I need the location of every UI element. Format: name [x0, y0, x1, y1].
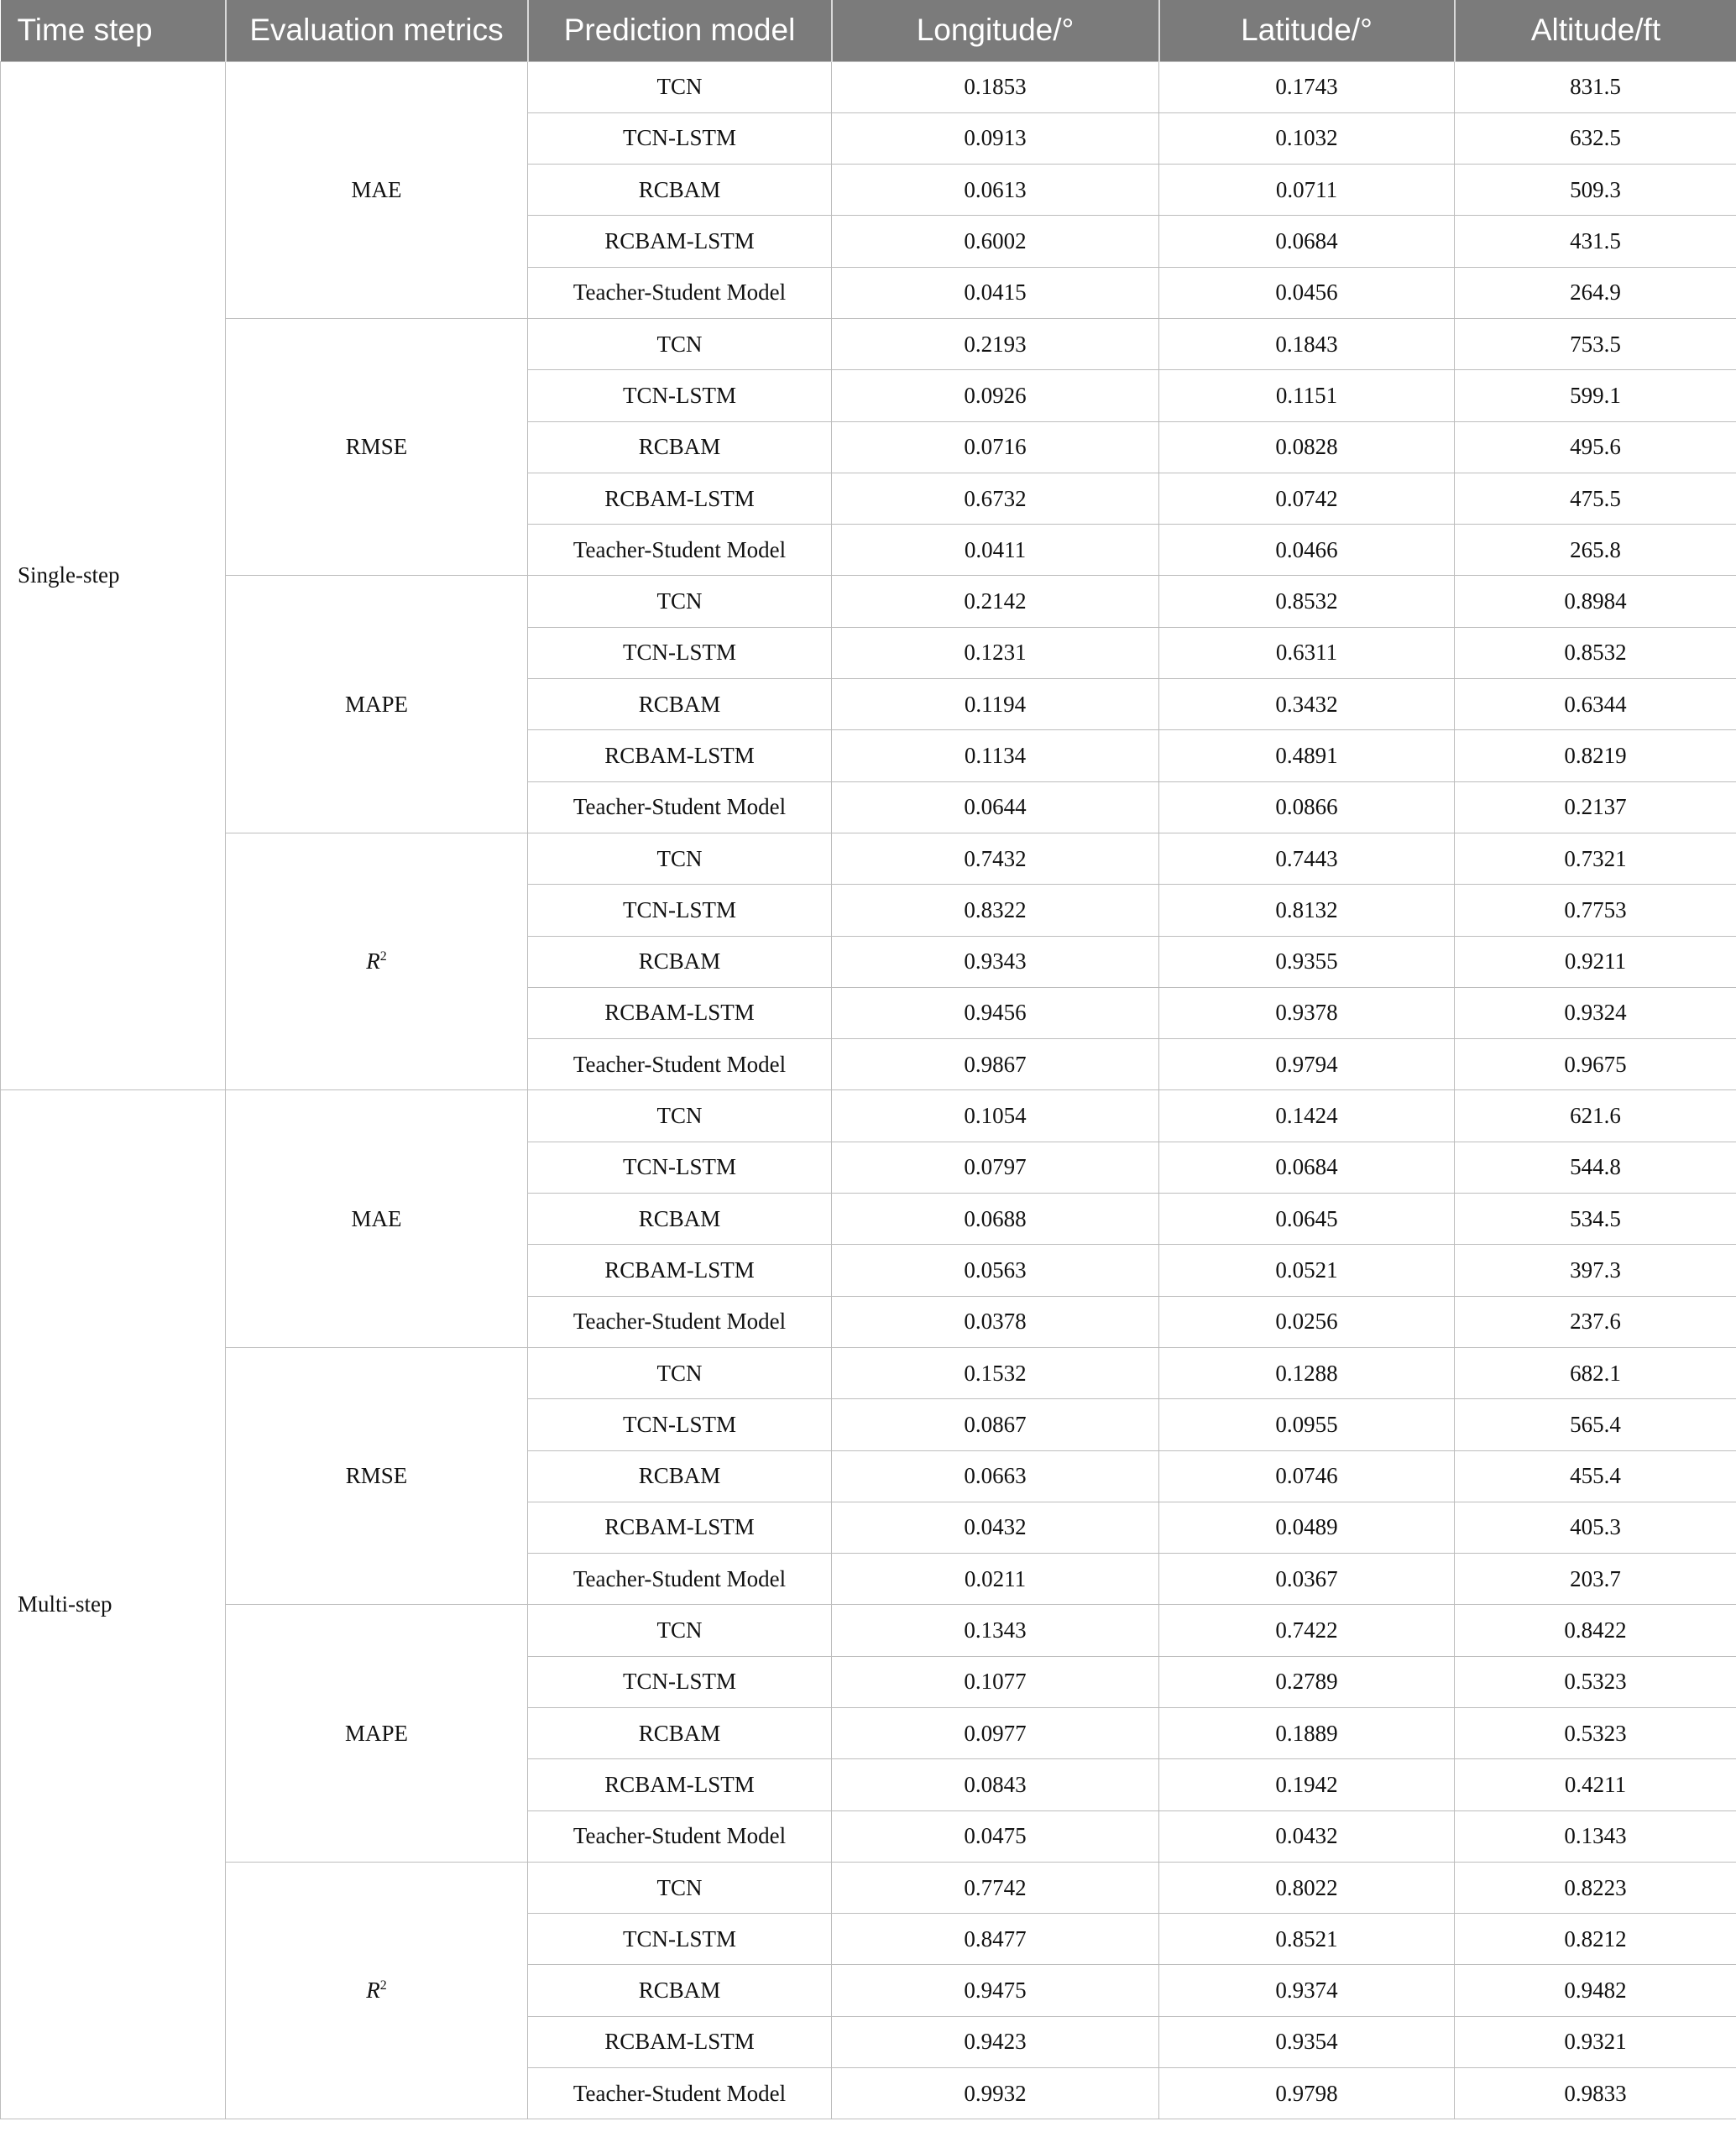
model-cell: TCN-LSTM — [528, 1914, 832, 1965]
longitude-cell: 0.9867 — [832, 1039, 1159, 1090]
longitude-cell: 0.9423 — [832, 2016, 1159, 2067]
altitude-cell: 0.2137 — [1455, 781, 1736, 833]
latitude-cell: 0.0367 — [1159, 1554, 1455, 1605]
latitude-cell: 0.8532 — [1159, 576, 1455, 627]
model-cell: RCBAM-LSTM — [528, 1759, 832, 1810]
model-cell: Teacher-Student Model — [528, 1039, 832, 1090]
latitude-cell: 0.6311 — [1159, 627, 1455, 678]
metric-label — [366, 1978, 387, 2003]
latitude-cell: 0.0711 — [1159, 165, 1455, 216]
metric-label — [366, 948, 387, 974]
longitude-cell: 0.0644 — [832, 781, 1159, 833]
altitude-cell: 621.6 — [1455, 1090, 1736, 1142]
table-row — [1, 61, 1736, 112]
latitude-cell: 0.1889 — [1159, 1708, 1455, 1759]
latitude-cell: 0.9374 — [1159, 1965, 1455, 2016]
header-row — [1, 0, 1736, 61]
altitude-cell: 0.8223 — [1455, 1862, 1736, 1913]
model-cell: Teacher-Student Model — [528, 525, 832, 576]
latitude-cell: 0.0521 — [1159, 1245, 1455, 1296]
longitude-cell: 0.1134 — [832, 730, 1159, 781]
model-cell: RCBAM-LSTM — [528, 987, 832, 1038]
altitude-cell: 0.9324 — [1455, 987, 1736, 1038]
header-longitude: Longitude/° — [832, 0, 1159, 61]
model-cell: TCN — [528, 61, 832, 112]
latitude-cell: 0.0489 — [1159, 1502, 1455, 1553]
altitude-cell: 264.9 — [1455, 267, 1736, 318]
table-row — [1, 1862, 1736, 1913]
longitude-cell: 0.1231 — [832, 627, 1159, 678]
latitude-cell: 0.9354 — [1159, 2016, 1455, 2067]
longitude-cell: 0.8322 — [832, 885, 1159, 936]
longitude-cell: 0.0415 — [832, 267, 1159, 318]
table-row — [1, 318, 1736, 369]
time-step-cell: Single-step — [1, 61, 226, 1090]
metric-cell: MAPE — [226, 576, 528, 833]
altitude-cell: 0.4211 — [1455, 1759, 1736, 1810]
latitude-cell: 0.7422 — [1159, 1605, 1455, 1656]
header-altitude: Altitude/ft — [1455, 0, 1736, 61]
latitude-cell: 0.0866 — [1159, 781, 1455, 833]
altitude-cell: 0.7321 — [1455, 833, 1736, 884]
model-cell: Teacher-Student Model — [528, 1296, 832, 1347]
altitude-cell: 265.8 — [1455, 525, 1736, 576]
time-step-cell: Multi-step — [1, 1090, 226, 2119]
longitude-cell: 0.9343 — [832, 936, 1159, 987]
longitude-cell: 0.1532 — [832, 1347, 1159, 1398]
altitude-cell: 0.8422 — [1455, 1605, 1736, 1656]
latitude-cell: 0.0746 — [1159, 1450, 1455, 1502]
latitude-cell: 0.0256 — [1159, 1296, 1455, 1347]
longitude-cell: 0.8477 — [832, 1914, 1159, 1965]
latitude-cell: 0.9798 — [1159, 2068, 1455, 2119]
model-cell: RCBAM-LSTM — [528, 730, 832, 781]
model-cell: Teacher-Student Model — [528, 1810, 832, 1862]
altitude-cell: 0.8212 — [1455, 1914, 1736, 1965]
altitude-cell: 0.5323 — [1455, 1656, 1736, 1707]
metric-label-base: R — [366, 948, 380, 974]
longitude-cell: 0.0688 — [832, 1194, 1159, 1245]
longitude-cell: 0.6732 — [832, 473, 1159, 524]
altitude-cell: 0.9675 — [1455, 1039, 1736, 1090]
longitude-cell: 0.0926 — [832, 370, 1159, 421]
model-cell: Teacher-Student Model — [528, 781, 832, 833]
latitude-cell: 0.0684 — [1159, 216, 1455, 267]
longitude-cell: 0.0613 — [832, 165, 1159, 216]
metric-label-base: R — [366, 1978, 380, 2004]
table-row — [1, 833, 1736, 884]
model-cell: RCBAM — [528, 421, 832, 473]
model-cell: RCBAM-LSTM — [528, 1502, 832, 1553]
model-cell: RCBAM — [528, 679, 832, 730]
header-latitude: Latitude/° — [1159, 0, 1455, 61]
header-time-step: Time step — [1, 0, 226, 61]
altitude-cell: 0.1343 — [1455, 1810, 1736, 1862]
altitude-cell: 534.5 — [1455, 1194, 1736, 1245]
longitude-cell: 0.1853 — [832, 61, 1159, 112]
latitude-cell: 0.0466 — [1159, 525, 1455, 576]
header-prediction-model: Prediction model — [528, 0, 832, 61]
latitude-cell: 0.0432 — [1159, 1810, 1455, 1862]
longitude-cell: 0.9456 — [832, 987, 1159, 1038]
altitude-cell: 397.3 — [1455, 1245, 1736, 1296]
latitude-cell: 0.8022 — [1159, 1862, 1455, 1913]
model-cell: TCN-LSTM — [528, 112, 832, 164]
altitude-cell: 682.1 — [1455, 1347, 1736, 1398]
model-cell: RCBAM — [528, 1194, 832, 1245]
altitude-cell: 0.5323 — [1455, 1708, 1736, 1759]
model-cell: TCN — [528, 833, 832, 884]
longitude-cell: 0.0797 — [832, 1142, 1159, 1193]
model-cell: TCN-LSTM — [528, 1399, 832, 1450]
table-header — [1, 0, 1736, 61]
table-row — [1, 576, 1736, 627]
longitude-cell: 0.0432 — [832, 1502, 1159, 1553]
latitude-cell: 0.4891 — [1159, 730, 1455, 781]
latitude-cell: 0.0742 — [1159, 473, 1455, 524]
model-cell: TCN-LSTM — [528, 1656, 832, 1707]
longitude-cell: 0.0211 — [832, 1554, 1159, 1605]
model-cell: RCBAM-LSTM — [528, 473, 832, 524]
latitude-cell: 0.1032 — [1159, 112, 1455, 164]
metric-cell — [226, 1862, 528, 2119]
table-row — [1, 1605, 1736, 1656]
longitude-cell: 0.1054 — [832, 1090, 1159, 1142]
altitude-cell: 632.5 — [1455, 112, 1736, 164]
latitude-cell: 0.8132 — [1159, 885, 1455, 936]
model-cell: RCBAM — [528, 936, 832, 987]
model-cell: TCN-LSTM — [528, 885, 832, 936]
altitude-cell: 0.9482 — [1455, 1965, 1736, 2016]
longitude-cell: 0.1194 — [832, 679, 1159, 730]
longitude-cell: 0.2193 — [832, 318, 1159, 369]
metric-cell: RMSE — [226, 1347, 528, 1604]
latitude-cell: 0.3432 — [1159, 679, 1455, 730]
model-cell: TCN-LSTM — [528, 370, 832, 421]
altitude-cell: 237.6 — [1455, 1296, 1736, 1347]
latitude-cell: 0.2789 — [1159, 1656, 1455, 1707]
altitude-cell: 431.5 — [1455, 216, 1736, 267]
latitude-cell: 0.9794 — [1159, 1039, 1455, 1090]
model-cell: TCN — [528, 1862, 832, 1913]
model-cell: RCBAM — [528, 1450, 832, 1502]
latitude-cell: 0.0828 — [1159, 421, 1455, 473]
longitude-cell: 0.1077 — [832, 1656, 1159, 1707]
model-cell: RCBAM-LSTM — [528, 216, 832, 267]
altitude-cell: 405.3 — [1455, 1502, 1736, 1553]
longitude-cell: 0.0843 — [832, 1759, 1159, 1810]
model-cell: RCBAM — [528, 1965, 832, 2016]
longitude-cell: 0.7742 — [832, 1862, 1159, 1913]
latitude-cell: 0.0955 — [1159, 1399, 1455, 1450]
table-row — [1, 1347, 1736, 1398]
altitude-cell: 475.5 — [1455, 473, 1736, 524]
model-cell: TCN — [528, 1347, 832, 1398]
header-evaluation-metrics: Evaluation metrics — [226, 0, 528, 61]
altitude-cell: 0.8984 — [1455, 576, 1736, 627]
longitude-cell: 0.0378 — [832, 1296, 1159, 1347]
altitude-cell: 0.9211 — [1455, 936, 1736, 987]
latitude-cell: 0.1843 — [1159, 318, 1455, 369]
longitude-cell: 0.0411 — [832, 525, 1159, 576]
altitude-cell: 455.4 — [1455, 1450, 1736, 1502]
altitude-cell: 0.7753 — [1455, 885, 1736, 936]
altitude-cell: 599.1 — [1455, 370, 1736, 421]
metric-cell: MAE — [226, 1090, 528, 1347]
latitude-cell: 0.7443 — [1159, 833, 1455, 884]
metric-cell: RMSE — [226, 318, 528, 575]
model-cell: RCBAM-LSTM — [528, 2016, 832, 2067]
model-cell: TCN-LSTM — [528, 627, 832, 678]
longitude-cell: 0.9932 — [832, 2068, 1159, 2119]
altitude-cell: 0.9321 — [1455, 2016, 1736, 2067]
model-cell: RCBAM — [528, 165, 832, 216]
longitude-cell: 0.6002 — [832, 216, 1159, 267]
model-cell: Teacher-Student Model — [528, 2068, 832, 2119]
metric-cell — [226, 833, 528, 1089]
model-cell: Teacher-Student Model — [528, 1554, 832, 1605]
latitude-cell: 0.1942 — [1159, 1759, 1455, 1810]
altitude-cell: 0.8219 — [1455, 730, 1736, 781]
altitude-cell: 0.8532 — [1455, 627, 1736, 678]
model-cell: Teacher-Student Model — [528, 267, 832, 318]
latitude-cell: 0.8521 — [1159, 1914, 1455, 1965]
table-row — [1, 1090, 1736, 1142]
altitude-cell: 0.6344 — [1455, 679, 1736, 730]
longitude-cell: 0.0563 — [832, 1245, 1159, 1296]
latitude-cell: 0.0684 — [1159, 1142, 1455, 1193]
altitude-cell: 544.8 — [1455, 1142, 1736, 1193]
longitude-cell: 0.0977 — [832, 1708, 1159, 1759]
metric-cell: MAPE — [226, 1605, 528, 1862]
longitude-cell: 0.9475 — [832, 1965, 1159, 2016]
model-cell: TCN-LSTM — [528, 1142, 832, 1193]
altitude-cell: 753.5 — [1455, 318, 1736, 369]
model-cell: TCN — [528, 1605, 832, 1656]
model-cell: TCN — [528, 1090, 832, 1142]
model-cell: RCBAM-LSTM — [528, 1245, 832, 1296]
altitude-cell: 203.7 — [1455, 1554, 1736, 1605]
latitude-cell: 0.1743 — [1159, 61, 1455, 112]
latitude-cell: 0.0456 — [1159, 267, 1455, 318]
longitude-cell: 0.1343 — [832, 1605, 1159, 1656]
longitude-cell: 0.2142 — [832, 576, 1159, 627]
altitude-cell: 0.9833 — [1455, 2068, 1736, 2119]
latitude-cell: 0.1151 — [1159, 370, 1455, 421]
latitude-cell: 0.1424 — [1159, 1090, 1455, 1142]
altitude-cell: 495.6 — [1455, 421, 1736, 473]
metric-label-superscript: 2 — [379, 949, 387, 964]
latitude-cell: 0.9378 — [1159, 987, 1455, 1038]
model-cell: TCN — [528, 318, 832, 369]
altitude-cell: 565.4 — [1455, 1399, 1736, 1450]
metric-cell: MAE — [226, 61, 528, 318]
longitude-cell: 0.0475 — [832, 1810, 1159, 1862]
table-body — [1, 61, 1736, 2119]
longitude-cell: 0.0913 — [832, 112, 1159, 164]
altitude-cell: 509.3 — [1455, 165, 1736, 216]
longitude-cell: 0.0867 — [832, 1399, 1159, 1450]
latitude-cell: 0.0645 — [1159, 1194, 1455, 1245]
model-cell: RCBAM — [528, 1708, 832, 1759]
model-cell: TCN — [528, 576, 832, 627]
longitude-cell: 0.0716 — [832, 421, 1159, 473]
latitude-cell: 0.1288 — [1159, 1347, 1455, 1398]
altitude-cell: 831.5 — [1455, 61, 1736, 112]
longitude-cell: 0.7432 — [832, 833, 1159, 884]
latitude-cell: 0.9355 — [1159, 936, 1455, 987]
longitude-cell: 0.0663 — [832, 1450, 1159, 1502]
metric-label-superscript: 2 — [379, 1978, 387, 1993]
